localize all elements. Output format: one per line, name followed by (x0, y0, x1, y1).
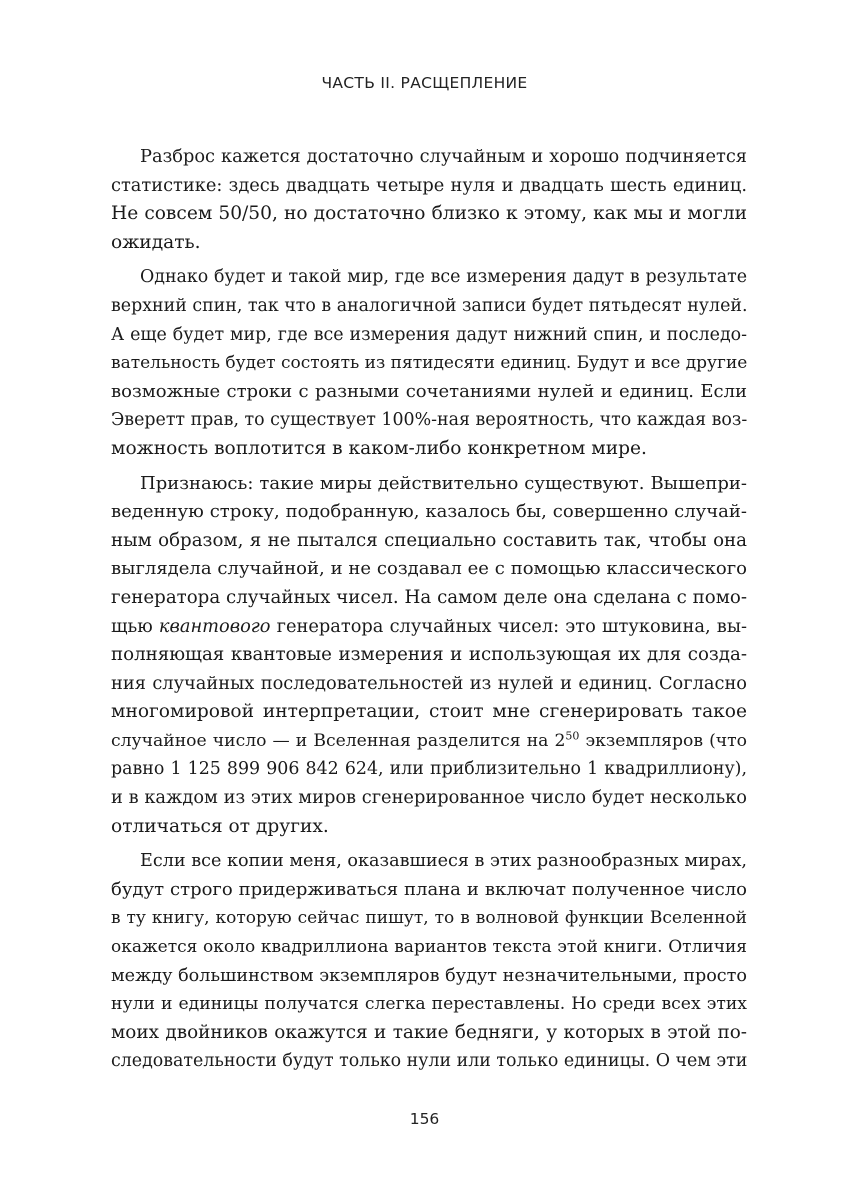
text-line: Если все копии меня, оказавшиеся в этих разнообразных мирах, (140, 851, 747, 872)
text-line: возможные строки с разными сочетаниями нулей и единиц. Если (111, 380, 747, 402)
text-line: между большинством экземпляров будут незначительными, просто (111, 965, 747, 986)
text-line: отличаться от других. (111, 815, 329, 837)
text-line: Не совсем 50/50, но достаточно близко к этому, как мы и могли (111, 203, 747, 225)
text-line: полняющая квантовые измерения и использующая их для созда- (111, 644, 747, 666)
text-line: Однако будет и такой мир, где все измерения дадут в результате (140, 267, 747, 288)
text-line: равно 1 125 899 906 842 624, или приблизительно 1 квадриллиону), (111, 759, 747, 780)
text-line: вательность будет состоять из пятидесяти единиц. Будут и все другие (111, 353, 748, 374)
text-line: Признаюсь: такие миры действительно существуют. Вышепри- (140, 472, 747, 494)
text-line: генератора случайных чисел. На самом деле она сделана с помо- (111, 586, 747, 608)
text-line: моих двойников окажутся и такие бедняги, у которых в этой по- (111, 1021, 747, 1043)
text-line: Эверетт прав, то существует 100%-ная вероятность, что каждая воз- (111, 410, 748, 431)
text-line: веденную строку, подобранную, казалось бы, совершенно случай- (111, 501, 747, 523)
body-text (111, 143, 747, 1082)
text-line (111, 727, 747, 756)
text-line: Разброс кажется достаточно случайным и хорошо подчиняется (140, 146, 747, 167)
text-line: следовательности будут только нули или только единицы. О чем эти (111, 1051, 748, 1072)
text-line: А еще будет мир, где все измерения дадут нижний спин, и последо- (111, 324, 747, 345)
paragraph-2 (111, 263, 747, 463)
text-line: ожидать. (111, 231, 201, 253)
page-number: 156 (409, 1110, 440, 1128)
text-line: и в каждом из этих миров сгенерированное число будет несколько (111, 787, 747, 809)
text-line: нули и единицы получатся слегка переставлены. Но среди всех этих (111, 994, 747, 1015)
text-line: верхний спин, так что в аналогичной записи будет пятьдесят нулей. (111, 295, 748, 316)
text-run: экземпляров (что (579, 730, 747, 751)
paragraph-3 (111, 470, 747, 842)
text-line: ным образом, я не пытался специально составить так, чтобы она (111, 529, 747, 551)
text-line: многомировой интерпретации, стоит мне сгенерировать такое (111, 701, 747, 723)
text-run: щью (111, 615, 159, 637)
paragraph-1 (111, 143, 747, 257)
text-line: статистике: здесь двадцать четыре нуля и двадцать шесть единиц. (111, 174, 747, 196)
running-head: ЧАСТЬ II. РАСЩЕПЛЕНИЕ (321, 74, 528, 92)
text-line: будут строго придерживаться плана и включат полученное число (111, 878, 747, 900)
text-run: случайное число — и Вселенная разделится на 2 (111, 730, 566, 751)
text-line: выглядела случайной, и не создавал ее с помощью классического (111, 558, 747, 580)
exponent: 50 (565, 729, 580, 743)
text-line: в ту книгу, которую сейчас пишут, то в волновой функции Вселенной (111, 908, 747, 929)
text-run: генератора случайных чисел: это штуковина, вы- (270, 615, 747, 637)
paragraph-4 (111, 847, 747, 1076)
text-line (111, 613, 747, 642)
text-line: можность воплотится в каком-либо конкретном мире. (111, 437, 647, 459)
italic-term: квантового (158, 615, 271, 637)
text-line: окажется около квадриллиона вариантов текста этой книги. Отличия (111, 937, 747, 958)
text-line: ния случайных последовательностей из нулей и единиц. Согласно (111, 672, 747, 694)
